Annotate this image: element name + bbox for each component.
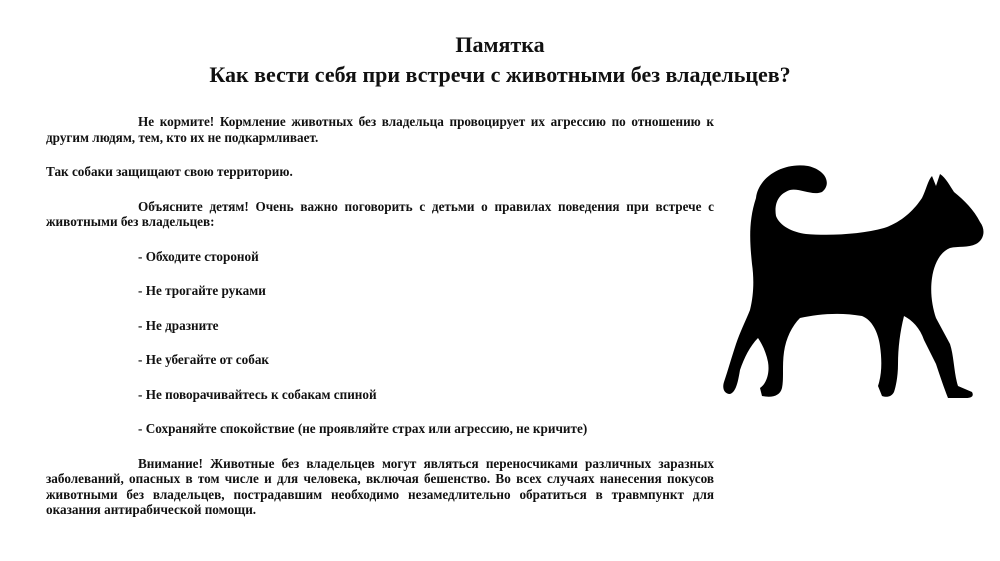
paragraph-territory: Так собаки защищают свою территорию. [46,164,293,179]
paragraph-do-not-feed: Не кормите! Кормление животных без владельца провоцирует их агрессию по отношению к другим людям, тем, кто их не подкармливает. [46,114,714,145]
rule-item: - Обходите стороной [138,248,259,264]
paragraph-warning: Внимание! Животные без владельцев могут являться переносчиками различных заразных заболеваний, опасных в том числе и для человека, включая бешенство. Во всех случаях нанесения покусов животными без владельцев, пострадавшим необходимо незамедлительно обратиться в травмпункт для оказания антирабической помощи. [46,455,714,517]
memo-subheading: Как вести себя при встречи с животными без владельцев? [209,62,791,87]
paragraph-explain-children: Объясните детям! Очень важно поговорить с детьми о правилах поведения при встрече с животными без владельцев: [46,198,714,229]
memo-heading: Памятка [455,32,545,57]
dog-silhouette-icon [722,160,992,400]
rule-item-stay-calm: - Сохраняйте спокойствие (не проявляйте страх или агрессию, не кричите) [138,421,588,436]
memo-title [0,30,1000,90]
rule-item: - Не дразните [138,317,219,333]
rule-item: - Не поворачивайтесь к собакам спиной [138,386,377,402]
memo-body [46,114,714,518]
rule-item: - Не трогайте руками [138,283,266,298]
rule-item: - Не убегайте от собак [138,352,270,367]
